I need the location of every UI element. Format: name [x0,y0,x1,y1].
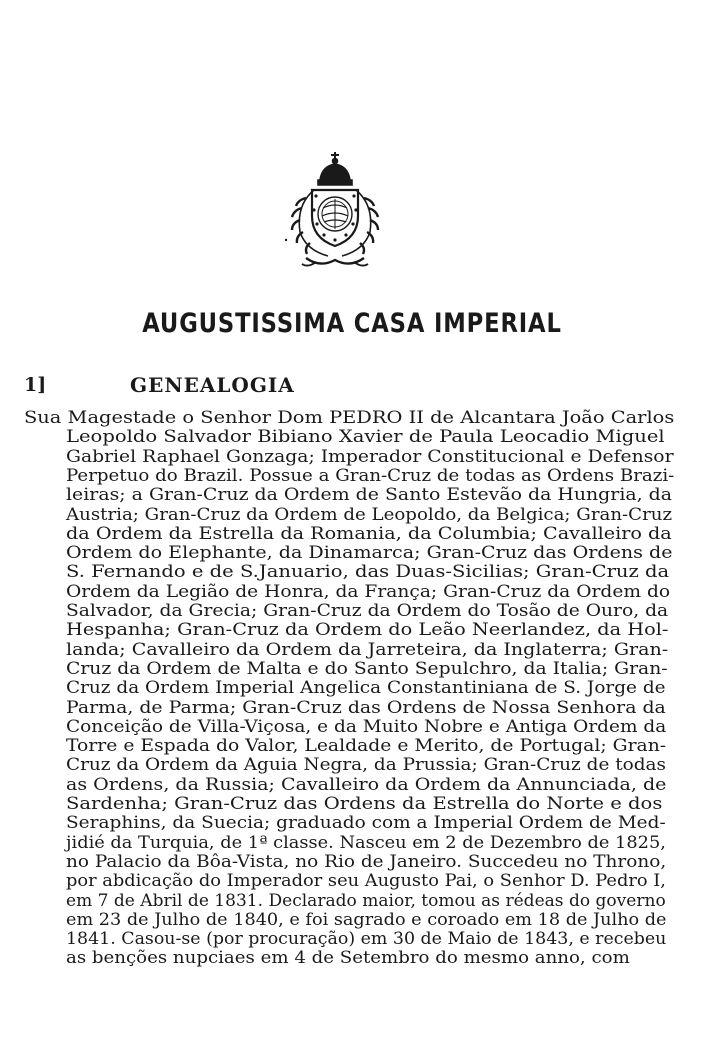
text-line: Conceição de Villa-Viçosa, e da Muito Nobre e Antiga Ordem da [66,716,667,737]
text-line: as Ordens, da Russia; Cavalleiro da Ordem da Annunciada, de [66,774,667,795]
imperial-coat-of-arms-emblem [276,150,394,274]
text-line: Leopoldo Salvador Bibiano Xavier de Paula Leocadio Miguel [66,427,665,448]
text-line: Austria; Gran-Cruz da Ordem de Leopoldo, da Belgica; Gran-Cruz [66,504,673,525]
text-line: no Palacio da Bôa-Vista, no Rio de Janeiro. Succedeu no Throno, [66,851,667,872]
text-line: jidié da Turquia, de 1ª classe. Nasceu em 2 de Dezembro de 1825, [66,832,666,853]
text-line: em 7 de Abril de 1831. Declarado maior, tomou as rédeas do governo [66,890,666,911]
text-line: por abdicação do Imperador seu Augusto Pai, o Senhor D. Pedro I, [66,871,666,892]
page-title: AUGUSTISSIMA CASA IMPERIAL [142,308,562,339]
text-line: landa; Cavalleiro da Ordem da Jarreteira, da Inglaterra; Gran- [66,639,669,660]
text-line: Gabriel Raphael Gonzaga; Imperador Constitucional e Defensor [66,446,674,467]
text-line: Sardenha; Gran-Cruz das Ordens da Estrella do Norte e dos [66,794,663,814]
text-line: Seraphins, da Suecia; graduado com a Imperial Ordem de Med- [66,813,666,834]
text-line: Cruz da Ordem Imperial Angelica Constantiniana de S. Jorge de [66,678,666,699]
text-line: S. Fernando e de S.Januario, das Duas-Sicilias; Gran-Cruz da [66,562,670,583]
text-line: as benções nupciaes em 4 de Setembro do mesmo anno, com [66,948,630,969]
text-line: Torre e Espada do Valor, Lealdade e Merito, de Portugal; Gran- [66,736,667,757]
text-line: Hespanha; Gran-Cruz da Ordem do Leão Neerlandez, da Hol- [66,620,669,641]
text-line: Ordem do Elephante, da Dinamarca; Gran-Cruz das Ordens de [66,543,673,564]
text-line: da Ordem da Estrella da Romania, da Columbia; Cavalleiro da [66,523,672,544]
text-line: Parma, de Parma; Gran-Cruz das Ordens de Nossa Senhora da [66,697,666,718]
text-line: 1841. Casou-se (por procuração) em 30 de Maio de 1843, e recebeu [66,929,667,950]
text-line: leiras; a Gran-Cruz da Ordem de Santo Estevão da Hungria, da [66,485,673,506]
text-line: Perpetuo do Brazil. Possue a Gran-Cruz de todas as Ordens Brazi- [66,465,675,486]
text-line: Sua Magestade o Senhor Dom PEDRO II de Alcantara João Carlos [24,408,675,428]
section-number: 1] [24,374,47,396]
text-line: em 23 de Julho de 1840, e foi sagrado e coroado em 18 de Julho de [66,909,667,930]
section-title: GENEALOGIA [130,373,295,397]
text-line: Salvador, da Grecia; Gran-Cruz da Ordem do Tosão de Ouro, da [66,601,669,621]
text-line: Cruz da Ordem da Aguia Negra, da Prussia; Gran-Cruz de todas [66,755,667,776]
text-line: Ordem da Legião de Honra, da França; Gran-Cruz da Ordem do [66,581,671,602]
text-line: Cruz da Ordem de Malta e do Santo Sepulchro, da Italia; Gran- [66,658,668,679]
